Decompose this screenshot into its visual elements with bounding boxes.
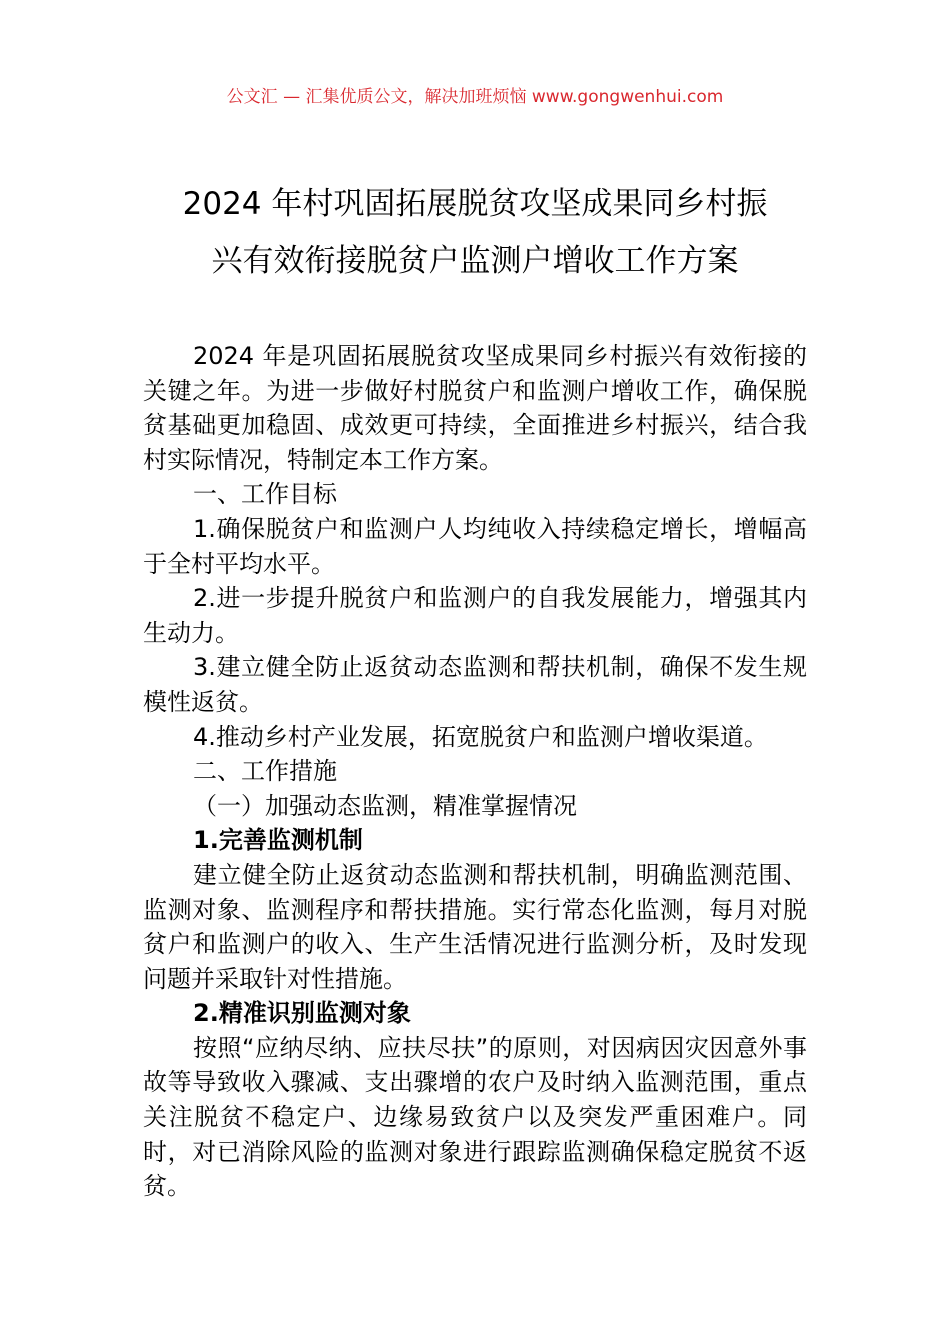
header-watermark-note: 公文汇 — 汇集优质公文，解决加班烦恼 www.gongwenhui.com [226,87,724,107]
goal-item-4: 4.推动乡村产业发展，拓宽脱贫户和监测户增收渠道。 [193,722,768,751]
intro-paragraph: 2024 年是巩固拓展脱贫攻坚成果同乡村振兴有效衔接的关键之年。为进一步做好村脱贫户和监测户增收工作，确保脱贫基础更加稳固、成效更可持续，全面推进乡村振兴，结合我村实际情况，特制定本工作方案。 [143,342,807,474]
goal-item-2: 2.进一步提升脱贫户和监测户的自我发展能力，增强其内生动力。 [143,584,807,647]
section-heading-goals: 一、工作目标 [193,480,337,509]
subheading-identify-targets: 2.精准识别监测对象 [193,999,411,1028]
paragraph-identify-targets: 按照“应纳尽纳、应扶尽扶”的原则，对因病因灾因意外事故等导致收入骤减、支出骤增的农户及时纳入监测范围，重点关注脱贫不稳定户、边缘易致贫户以及突发严重困难户。同时，对已消除风险的监测对象进行跟踪监测确保稳定脱贫不返贫。 [143,1033,807,1201]
document-title [100,176,850,290]
document-body [143,339,807,1204]
section-heading-measures: 二、工作措施 [193,757,337,786]
goal-item-1: 1.确保脱贫户和监测户人均纯收入持续稳定增长，增幅高于全村平均水平。 [143,514,807,578]
subsection-heading-monitoring: （一）加强动态监测，精准掌握情况 [193,791,577,820]
title-line-2: 兴有效衔接脱贫户监测户增收工作方案 [211,243,739,279]
title-line-1: 2024 年村巩固拓展脱贫攻坚成果同乡村振 [182,186,768,222]
goal-item-3: 3.建立健全防止返贫动态监测和帮扶机制，确保不发生规模性返贫。 [143,653,807,716]
paragraph-monitoring-mechanism: 建立健全防止返贫动态监测和帮扶机制，明确监测范围、监测对象、监测程序和帮扶措施。实行常态化监测，每月对脱贫户和监测户的收入、生产生活情况进行监测分析，及时发现问题并采取针对性措施。 [143,860,807,993]
subheading-monitoring-mechanism: 1.完善监测机制 [193,826,363,855]
